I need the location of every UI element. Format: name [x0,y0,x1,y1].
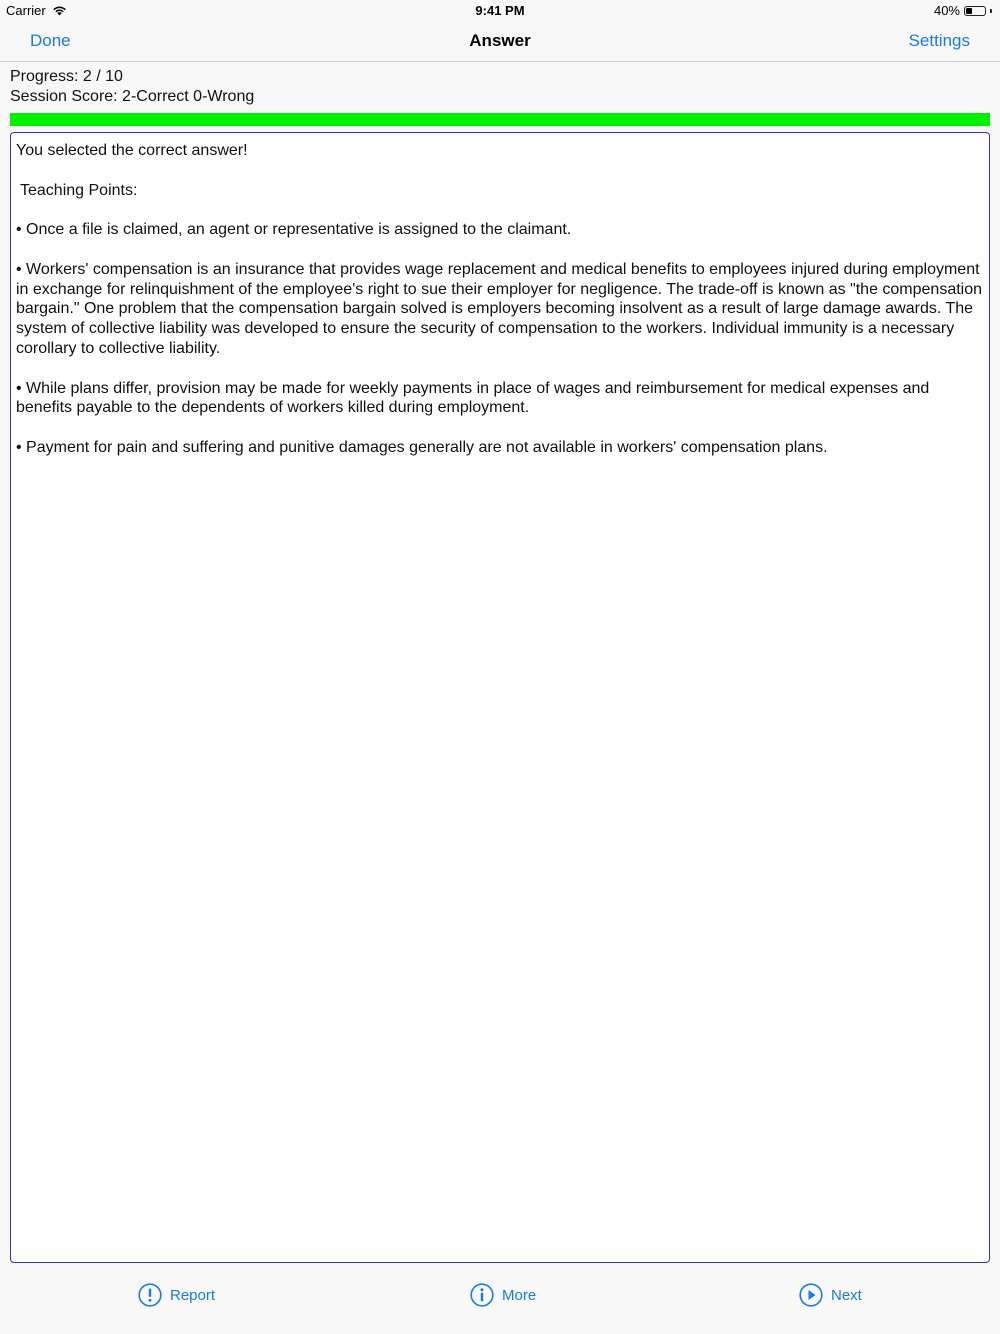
session-score: Session Score: 2-Correct 0-Wrong [10,88,255,105]
carrier-label: Carrier [6,3,46,18]
status-bar [0,0,1000,22]
settings-button[interactable]: Settings [908,31,970,50]
page-title: Answer [469,31,531,50]
report-label: Report [170,1286,216,1304]
teaching-point: • While plans differ, provision may be made for weekly payments in place of wages and reimbursement for medical expenses and benefits payable to the dependents of workers killed during employment. [16,379,930,417]
battery-percent: 40% [933,3,960,18]
status-time: 9:41 PM [475,3,525,18]
more-button[interactable] [470,1283,536,1307]
progress-bar [10,113,990,126]
done-button[interactable]: Done [30,31,71,50]
play-circle-icon [799,1283,823,1307]
report-button[interactable] [138,1283,215,1307]
battery-icon [964,6,986,16]
answer-text-view[interactable] [10,132,990,1263]
answer-result: You selected the correct answer! [16,142,248,159]
status-battery-group [934,3,992,18]
exclamation-circle-icon [138,1283,162,1307]
battery-nub [990,9,992,13]
teaching-point: • Payment for pain and suffering and punitive damages generally are not available in workers' compensation plans. [16,438,828,456]
more-label: More [502,1286,537,1304]
progress-info [10,67,254,107]
battery-level [966,8,972,14]
teaching-points-heading: Teaching Points: [20,181,138,199]
bottom-toolbar [0,1263,1000,1334]
next-label: Next [831,1286,862,1304]
next-button[interactable] [799,1283,862,1307]
navigation-bar [0,22,1000,62]
teaching-point: • Once a file is claimed, an agent or representative is assigned to the claimant. [16,221,572,239]
progress-text: Progress: 2 / 10 [10,68,123,85]
teaching-point: • Workers' compensation is an insurance that provides wage replacement and medical benefits to employees injured during employment in exchange for relinquishment of the employee's right to sue their employer for negligence. The trade-off is known as "the compensation bargain." One problem that the compensation bargain solved is employers becoming insolvent as a result of large damage awards. The system of collective liability was developed to ensure the security of compensation to the workers. Individual immunity is a necessary corollary to collective liability. [16,260,983,357]
progress-bar-fill [10,113,990,126]
info-circle-icon [470,1283,494,1307]
